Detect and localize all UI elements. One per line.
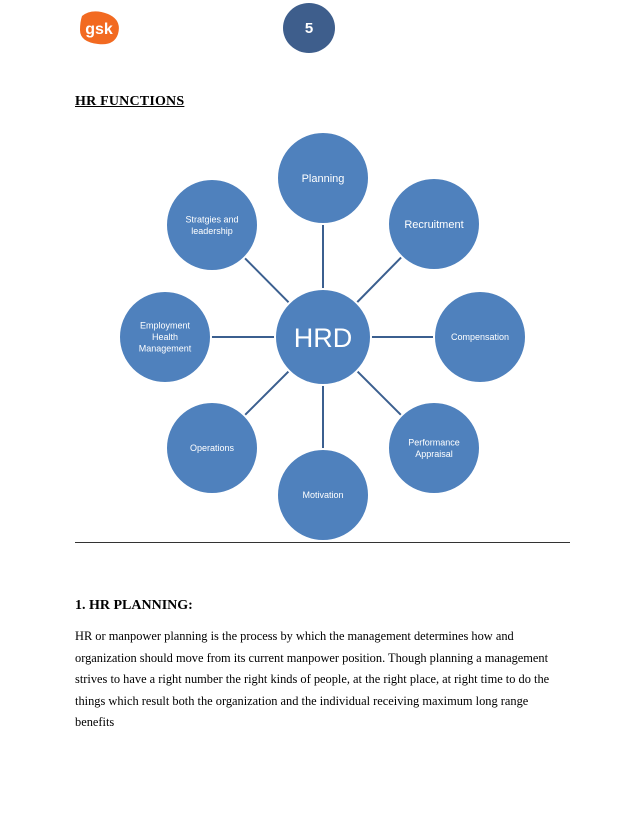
node-label: Stratgies and xyxy=(185,214,239,225)
paragraph-line: benefits xyxy=(75,715,115,729)
node-label: Operations xyxy=(189,443,235,454)
node-strategies xyxy=(166,179,258,271)
connector-performance xyxy=(357,371,402,416)
node-planning xyxy=(277,132,369,224)
node-label: Appraisal xyxy=(415,448,453,459)
connector-operations xyxy=(245,371,290,416)
node-label: leadership xyxy=(191,225,233,236)
paragraph-line: things which result both the organization and the individual receiving maximum long range xyxy=(75,693,529,708)
node-employment xyxy=(119,291,211,383)
node-label: Recruitment xyxy=(404,218,464,231)
node-label: Performance xyxy=(408,437,460,448)
node-label: Health xyxy=(151,332,179,343)
node-motivation xyxy=(277,449,369,541)
paragraph-line: HR or manpower planning is the process by which the management determines how and xyxy=(75,629,514,643)
node-label: Planning xyxy=(301,172,345,185)
section-paragraph xyxy=(75,626,570,734)
connector-recruitment xyxy=(357,257,402,303)
page-number-badge: 5 xyxy=(283,3,335,53)
section-divider xyxy=(75,542,570,543)
paragraph-line: organization should move from its current manpower position. Though planning a management xyxy=(75,650,549,665)
node-performance xyxy=(388,402,480,494)
paragraph-line: strives to have a right number the right kinds of people, at the right place, at right time to do the xyxy=(75,672,550,686)
page-heading: HR FUNCTIONS xyxy=(75,94,185,109)
section-title: 1. HR PLANNING: xyxy=(75,598,193,613)
node-operations xyxy=(166,402,258,494)
node-label: Management xyxy=(138,343,192,354)
center-label: HRD xyxy=(293,323,353,353)
node-center xyxy=(275,289,371,385)
node-compensation xyxy=(434,291,526,383)
connector-strategies xyxy=(244,258,289,303)
logo-text: gsk xyxy=(85,21,113,38)
node-recruitment xyxy=(388,178,480,270)
node-label: Compensation xyxy=(450,332,510,343)
node-label: Employment xyxy=(139,320,191,331)
node-label: Motivation xyxy=(302,490,344,501)
